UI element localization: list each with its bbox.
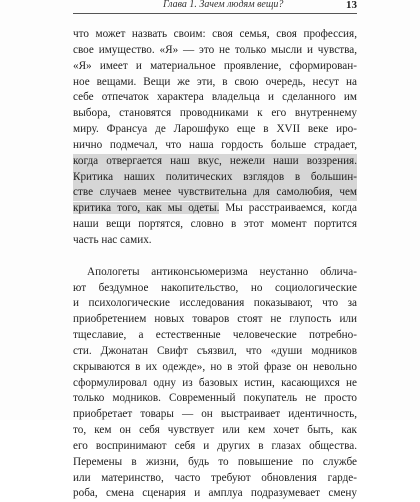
highlighted-line: стве случаев менее чувствительна для самолюбия, чем (73, 185, 357, 201)
text-line: роба, смена сценария и амплуа подразумевает смену (73, 487, 357, 500)
text-line: скрываются в их одежде», но в этой фразе он невольно (73, 360, 357, 373)
text-line: приобретает товары — он выстраивает идентичность, (73, 408, 357, 421)
text-line: часть нас самих. (73, 233, 152, 246)
highlighted-line: Критика наших политических взглядов в большин- (73, 170, 357, 186)
text-line: и психологические исследования показывают, что за (73, 297, 357, 310)
highlighted-fragment: критика того, как мы одеты. (73, 202, 220, 215)
paragraph-gap (73, 249, 357, 265)
text-line: наши вещи портятся, словно в этот момент портится (73, 218, 357, 231)
text-line: Перемены в жизни, будь то повышение по службе (73, 455, 357, 468)
text-line: тщеславие, а естественные человеческие потребно- (73, 329, 357, 342)
text-line: приобретением новых товаров стоят не глупость или (73, 313, 357, 326)
text-line: его воспринимают себя и других в глазах общества. (73, 439, 357, 452)
text-line: миру. Франсуа де Ларошфуко еще в XVII веке иро- (73, 123, 357, 136)
text-line (73, 201, 357, 217)
running-title: Глава 1. Зачем людям вещи? (163, 0, 284, 10)
text-line: нично подмечал, что наша гордость больше страдает, (73, 138, 357, 151)
body-text (73, 27, 357, 502)
text-line: ное вещами. Вещи же эти, в свою очередь, несут на (73, 75, 357, 88)
text-line: себе отпечаток характера владельца и сделанного им (73, 91, 357, 104)
text-fragment: Мы расстраиваемся, когда (219, 202, 357, 215)
paragraph-2 (73, 265, 357, 502)
page-header (73, 0, 357, 13)
text-line: Апологеты антиконсьюмеризма неустанно обличa- (87, 265, 357, 278)
paragraph-1 (73, 27, 357, 249)
text-line: ют бездумное накопительство, но социологические (73, 281, 357, 294)
text-line: «Я» имеет и материальное проявление, сформирован- (73, 59, 357, 72)
text-line: только модников. Современный покупатель не просто (73, 392, 357, 405)
text-line: что может назвать своим: своя семья, своя профессия, (73, 28, 357, 40)
text-line: сти. Джонатан Свифт съязвил, что «души модников (73, 344, 357, 357)
highlighted-line: когда отвергается наш вкус, нежели наши воззрения. (73, 154, 357, 170)
text-line: сформулировал одну из базовых истин, касающихся не (73, 376, 357, 389)
header-rule (73, 13, 357, 14)
page-number: 13 (346, 0, 357, 11)
text-line: то, кем он себя чувствует или кем хочет быть, как (73, 424, 357, 437)
text-line: выбора, становятся проводниками к его внутреннему (73, 107, 357, 120)
text-line: свое имущество. «Я» — это не только мысли и чувства, (73, 43, 357, 56)
text-line: или материнство, часто требуют обновления гарде- (73, 471, 357, 484)
